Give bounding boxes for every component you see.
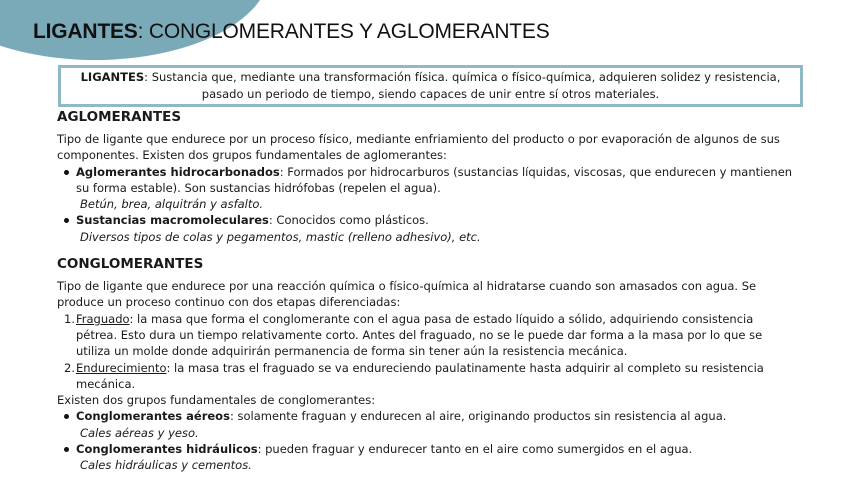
list-item: Sustancias macromoleculares: Conocidos como plásticos. Diversos tipos de colas y pegamentos, mastic (relleno adhesivo), etc. bbox=[57, 212, 797, 245]
list-item: Conglomerantes hidráulicos: pueden fraguar y endurecer tanto en el aire como sumergidos en el agua. Cales hidráulicas y cementos. bbox=[57, 441, 797, 474]
list-item: Conglomerantes aéreos: solamente fraguan y endurecen al aire, originando productos sin resistencia al agua. Cales aéreas y yeso. bbox=[57, 408, 797, 441]
example-text: Betún, brea, alquitrán y asfalto. bbox=[80, 197, 264, 212]
stages-list bbox=[57, 311, 797, 392]
list-item: 1. Fraguado: la masa que forma el conglomerante con el agua pasa de estado líquido a sólido, adquiriendo consistencia pétrea. Esto dura un tiempo relativamente corto. Antes del fraguado, no se le puede dar forma a la masa por lo que se utiliza un molde donde adquirirán permanencia de forma sin tener aún la resistencia mecánica. bbox=[64, 311, 763, 359]
example-text: Diversos tipos de colas y pegamentos, mastic (relleno adhesivo), etc. bbox=[80, 229, 481, 244]
section-heading-aglomerantes: AGLOMERANTES bbox=[57, 109, 182, 125]
conglomerantes-intro: Tipo de ligante que endurece por una reacción química o físico-química al hidratarse cuando son amasados con agua. Se produce un proceso continuo con dos etapas diferenciadas: bbox=[57, 279, 757, 310]
page-title: LIGANTES: CONGLOMERANTES Y AGLOMERANTES bbox=[33, 20, 550, 43]
section-heading-conglomerantes: CONGLOMERANTES bbox=[57, 256, 204, 273]
definition-term: LIGANTES bbox=[80, 70, 145, 84]
example-text: Cales aéreas y yeso. bbox=[80, 425, 199, 440]
aglomerantes-intro: Tipo de ligante que endurece por un proceso físico, mediante enfriamiento del producto o por evaporación de algunos de sus componentes. Existen dos grupos fundamentales de aglomerantes: bbox=[57, 132, 780, 163]
list-item: 2. Endurecimiento: la masa tras el fraguado se va endureciendo paulatinamente hasta adquirir al completo su resistencia mecánica. bbox=[64, 360, 764, 391]
example-text: Cales hidráulicas y cementos. bbox=[80, 458, 252, 473]
groups-intro: Existen dos grupos fundamentales de conglomerantes: bbox=[57, 393, 376, 408]
conglomerantes-list bbox=[57, 408, 797, 473]
content bbox=[57, 108, 797, 474]
aglomerantes-list bbox=[57, 164, 797, 245]
definition-box bbox=[58, 65, 803, 107]
definition-text: : Sustancia que, mediante una transformación física. química o físico-química, adquieren solidez y resistencia, pasado un periodo de tiempo, siendo capaces de unir entre sí otros materiales. bbox=[144, 70, 781, 101]
list-item: Aglomerantes hidrocarbonados: Formados por hidrocarburos (sustancias líquidas, viscosas, que endurecen y mantienen su forma estable). Son sustancias hidrófobas (repelen el agua). Betún, brea, alquitrán y asfalto. bbox=[57, 164, 797, 213]
